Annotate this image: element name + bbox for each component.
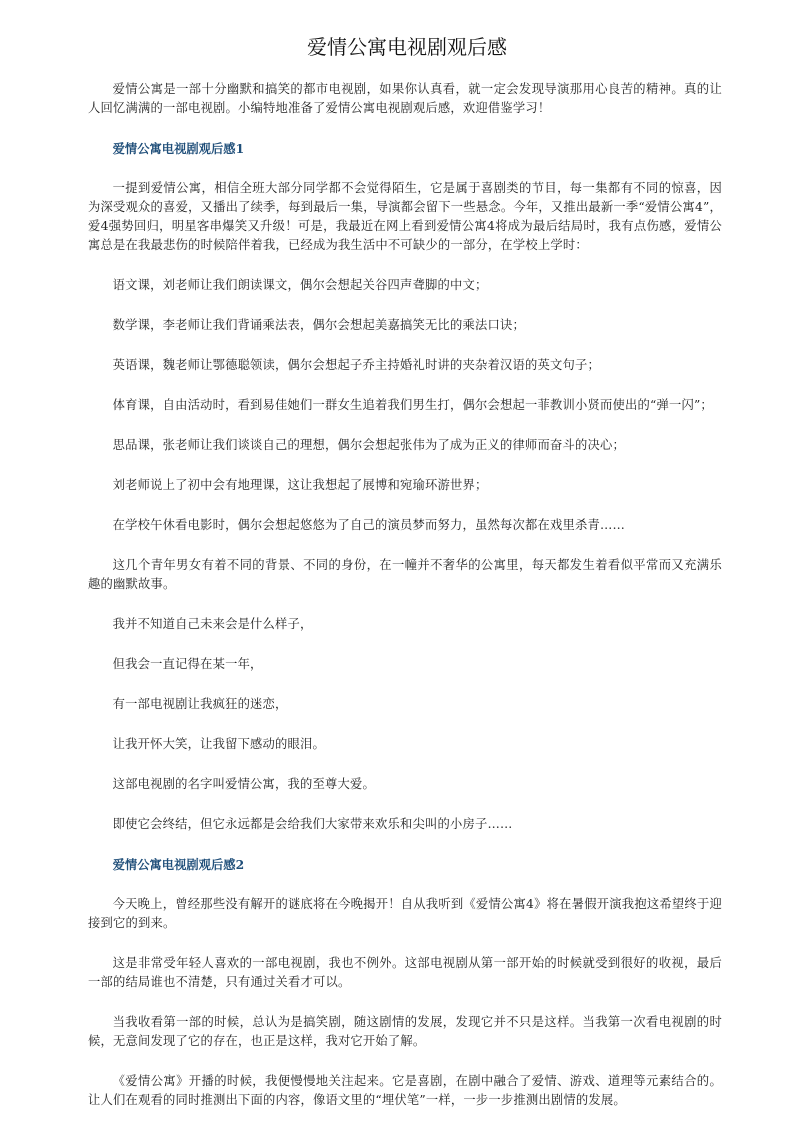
intro-paragraph: 爱情公寓是一部十分幽默和搞笑的都市电视剧，如果你认真看，就一定会发现导演那用心良苦的精神。真的让人回忆满满的一部电视剧。小编特地准备了爱情公寓电视剧观后感，欢迎借鉴学习！ <box>88 82 722 115</box>
paragraph: 《爱情公寓》开播的时候，我便慢慢地关注起来。它是喜剧，在剧中融合了爱情、游戏、道理等元素结合的。让人们在观看的同时推测出下面的内容，像语文里的“埋伏笔”一样，一步一步推测出剧情的发展。 <box>88 1074 722 1107</box>
paragraph: 语文课，刘老师让我们朗读课文，偶尔会想起关谷四声聋脚的中文； <box>112 278 488 292</box>
paragraph: 我并不知道自己未来会是什么样子， <box>112 617 313 631</box>
page-title: 爱情公寓电视剧观后感 <box>307 35 507 59</box>
paragraph: 但我会一直记得在某一年， <box>112 657 263 671</box>
paragraph: 让我开怀大笑，让我留下感动的眼泪。 <box>112 737 326 751</box>
paragraph: 在学校午休看电影时，偶尔会想起悠悠为了自己的演员梦而努力，虽然每次都在戏里杀青…… <box>112 518 625 532</box>
paragraph: 刘老师说上了初中会有地理课，这让我想起了展博和宛瑜环游世界； <box>112 478 488 492</box>
paragraph: 数学课，李老师让我们背诵乘法表，偶尔会想起美嘉搞笑无比的乘法口诀； <box>112 318 525 332</box>
paragraph: 这部电视剧的名字叫爱情公寓，我的至尊大爱。 <box>112 777 376 791</box>
section-heading-2: 爱情公寓电视剧观后感2 <box>112 857 245 872</box>
paragraph: 思品课，张老师让我们谈谈自己的理想，偶尔会想起张伟为了成为正义的律师而奋斗的决心； <box>112 438 625 452</box>
paragraph: 体育课，自由活动时，看到易佳她们一群女生追着我们男生打，偶尔会想起一菲教训小贤而使出的“弹一闪”； <box>112 398 713 412</box>
paragraph: 即使它会终结，但它永远都是会给我们大家带来欢乐和尖叫的小房子…… <box>112 817 513 831</box>
paragraph: 英语课，魏老师让鄂德聪领读，偶尔会想起子乔主持婚礼时讲的夹杂着汉语的英文句子； <box>112 358 600 372</box>
section-heading-1: 爱情公寓电视剧观后感1 <box>112 141 245 156</box>
paragraph: 当我收看第一部的时候，总认为是搞笑剧，随这剧情的发展，发现它并不只是这样。当我第一次看电视剧的时候，无意间发现了它的存在，也正是这样，我对它开始了解。 <box>88 1015 722 1048</box>
paragraph: 有一部电视剧让我疯狂的迷恋， <box>112 697 288 711</box>
paragraph: 这几个青年男女有着不同的背景、不同的身份，在一幢并不奢华的公寓里，每天都发生着看似平常而又充满乐趣的幽默故事。 <box>88 558 722 591</box>
paragraph: 这是非常受年轻人喜欢的一部电视剧，我也不例外。这部电视剧从第一部开始的时候就受到很好的收视，最后一部的结局谁也不清楚，只有通过关看才可以。 <box>88 956 722 989</box>
paragraph: 今天晚上，曾经那些没有解开的谜底将在今晚揭开！自从我听到《爱情公寓4》将在暑假开演我抱这希望终于迎接到它的到来。 <box>88 897 722 930</box>
paragraph: 一提到爱情公寓，相信全班大部分同学都不会觉得陌生，它是属于喜剧类的节目，每一集都有不同的惊喜，因为深受观众的喜爱，又播出了续季，每到最后一集，导演都会留下一些悬念。今年，又推出最新一季“爱情公寓4”，爱4强势回归，明星客串爆笑又升级！可是，我最近在网上看到爱情公寓4将成为最后结局时，我有点伤感，爱情公寓总是在我最悲伤的时候陪伴着我，已经成为我生活中不可缺少的一部分，在学校上学时： <box>88 181 722 252</box>
